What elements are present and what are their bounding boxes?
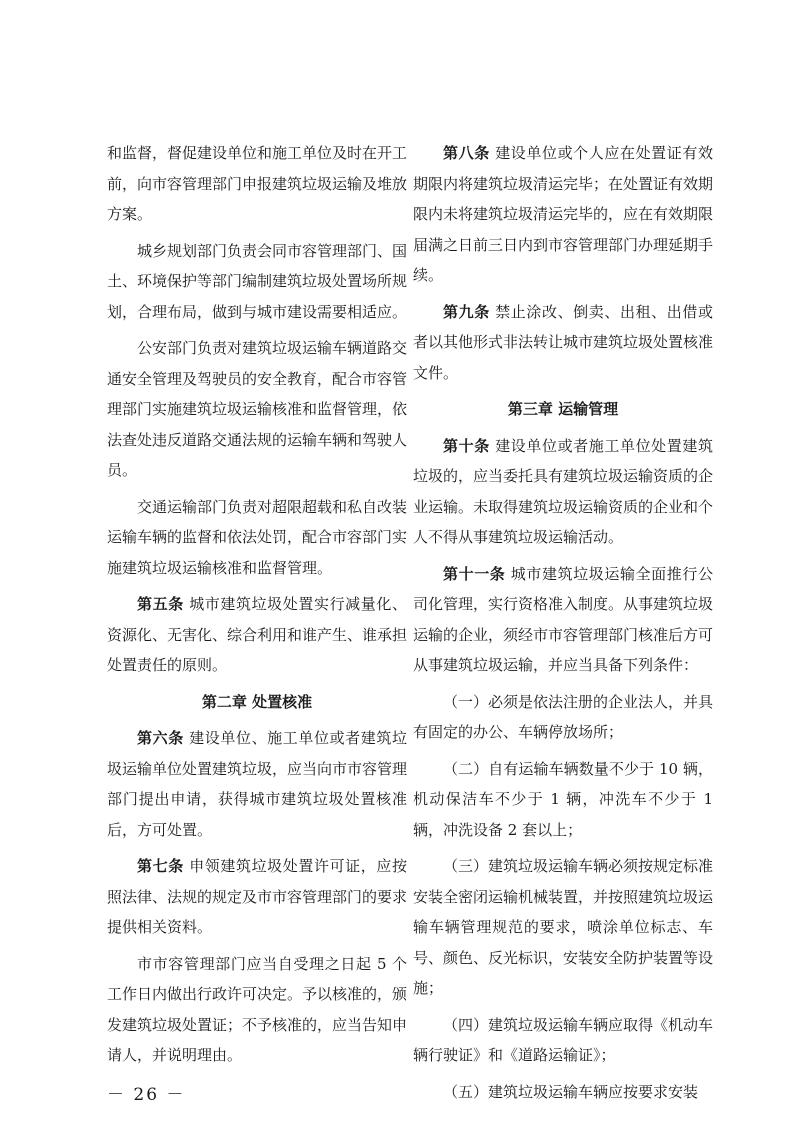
- article-paragraph: [107, 589, 407, 681]
- chapter-heading: 第三章 运输管理: [507, 400, 619, 418]
- article-number: 第十一条: [443, 564, 506, 583]
- paragraph: [107, 333, 407, 486]
- paragraph-text: 申领建筑垃圾处置许可证，应按照法律、法规的规定及市市容管理部门的要求提供相关资料。: [107, 857, 408, 936]
- paragraph-text: 市市容管理部门应当自受理之日起 5 个工作日内做出行政许可决定。予以核准的，颁发建筑垃圾处置证；不予核准的，应当告知申请人，并说明理由。: [107, 954, 408, 1064]
- paragraph-text: 建设单位或者施工单位处置建筑垃圾的，应当委托具有建筑垃圾运输资质的企业运输。未取得建筑垃圾运输资质的企业和个人不得从事建筑垃圾运输活动。: [413, 436, 714, 546]
- paragraph-text: 城市建筑垃圾运输全面推行公司化管理，实行资格准入制度。从事建筑垃圾运输的企业，须经市市容管理部门核准后方可从事建筑垃圾运输，并应当具备下列条件：: [413, 564, 714, 674]
- article-number: 第六条: [137, 729, 184, 747]
- paragraph-text: 禁止涂改、倒卖、出租、出借或者以其他形式非法转让城市建筑垃圾处置核准文件。: [413, 302, 714, 382]
- article-number: 第七条: [137, 857, 184, 875]
- paragraph-text: 城市建筑垃圾处置实行减量化、资源化、无害化、综合利用和谁产生、谁承担处置责任的原则。: [107, 595, 408, 674]
- article-paragraph: [413, 431, 713, 553]
- left-column: [107, 138, 407, 1077]
- article-paragraph: [413, 297, 713, 389]
- chapter-heading: 第二章 处置核准: [201, 692, 313, 711]
- article-number: 第九条: [443, 302, 490, 321]
- article-number: 第五条: [137, 595, 184, 613]
- right-column: [413, 138, 713, 1113]
- paragraph: [413, 754, 713, 846]
- article-paragraph: [107, 723, 407, 845]
- paragraph: [413, 687, 713, 748]
- article-paragraph: [413, 559, 713, 681]
- paragraph: [107, 492, 407, 584]
- paragraph: [107, 138, 407, 230]
- paragraph: [413, 851, 713, 1004]
- paragraph: [413, 1010, 713, 1071]
- paragraph-text: 建设单位或个人应在处置证有效期限内将建筑垃圾清运完毕；在处置证有效期限内未将建筑垃圾清运完毕的，应在有效期限届满之日前三日内到市容管理部门办理延期手续。: [413, 144, 714, 284]
- paragraph-text: （五）建筑垃圾运输车辆应按要求安装: [443, 1082, 699, 1101]
- article-paragraph: [413, 138, 713, 291]
- paragraph-text: 交通运输部门负责对超限超载和私自改装运输车辆的监督和依法处罚，配合市容部门实施建筑垃圾运输核准和监督管理。: [107, 497, 408, 577]
- paragraph-text: 建设单位、施工单位或者建筑垃圾运输单位处置建筑垃圾，应当向市市容管理部门提出申请，获得城市建筑垃圾处置核准后，方可处置。: [107, 729, 408, 839]
- paragraph: [107, 949, 407, 1071]
- article-number: 第十条: [443, 436, 490, 455]
- article-paragraph: [107, 851, 407, 943]
- paragraph: [413, 1077, 713, 1108]
- paragraph-text: （二）自有运输车辆数量不少于 10 辆，机动保洁车不少于 1 辆，冲洗车不少于 1 辆，冲洗设备 2 套以上；: [413, 759, 713, 839]
- paragraph-text: （一）必须是依法注册的企业法人，并具有固定的办公、车辆停放场所；: [413, 692, 714, 741]
- paragraph-text: 公安部门负责对建筑垃圾运输车辆道路交通安全管理及驾驶员的安全教育，配合市容管理部门实施建筑垃圾运输核准和监督管理，依法查处违反道路交通法规的运输车辆和驾驶人员。: [107, 339, 408, 479]
- paragraph-text: 和监督，督促建设单位和施工单位及时在开工前，向市容管理部门申报建筑垃圾运输及堆放方案。: [107, 144, 408, 223]
- page-number: － 26 －: [107, 1085, 186, 1105]
- paragraph-text: 城乡规划部门负责会同市容管理部门、国土、环境保护等部门编制建筑垃圾处置场所规划，合理布局，做到与城市建设需要相适应。: [107, 241, 408, 321]
- paragraph-text: （三）建筑垃圾运输车辆必须按规定标准安装全密闭运输机械装置，并按照建筑垃圾运输车辆管理规范的要求，喷涂单位标志、车号、颜色、反光标识，安装安全防护装置等设施；: [413, 857, 714, 997]
- paragraph: [107, 236, 407, 328]
- article-number: 第八条: [443, 144, 490, 162]
- paragraph-text: （四）建筑垃圾运输车辆应取得《机动车辆行驶证》和《道路运输证》；: [413, 1015, 714, 1064]
